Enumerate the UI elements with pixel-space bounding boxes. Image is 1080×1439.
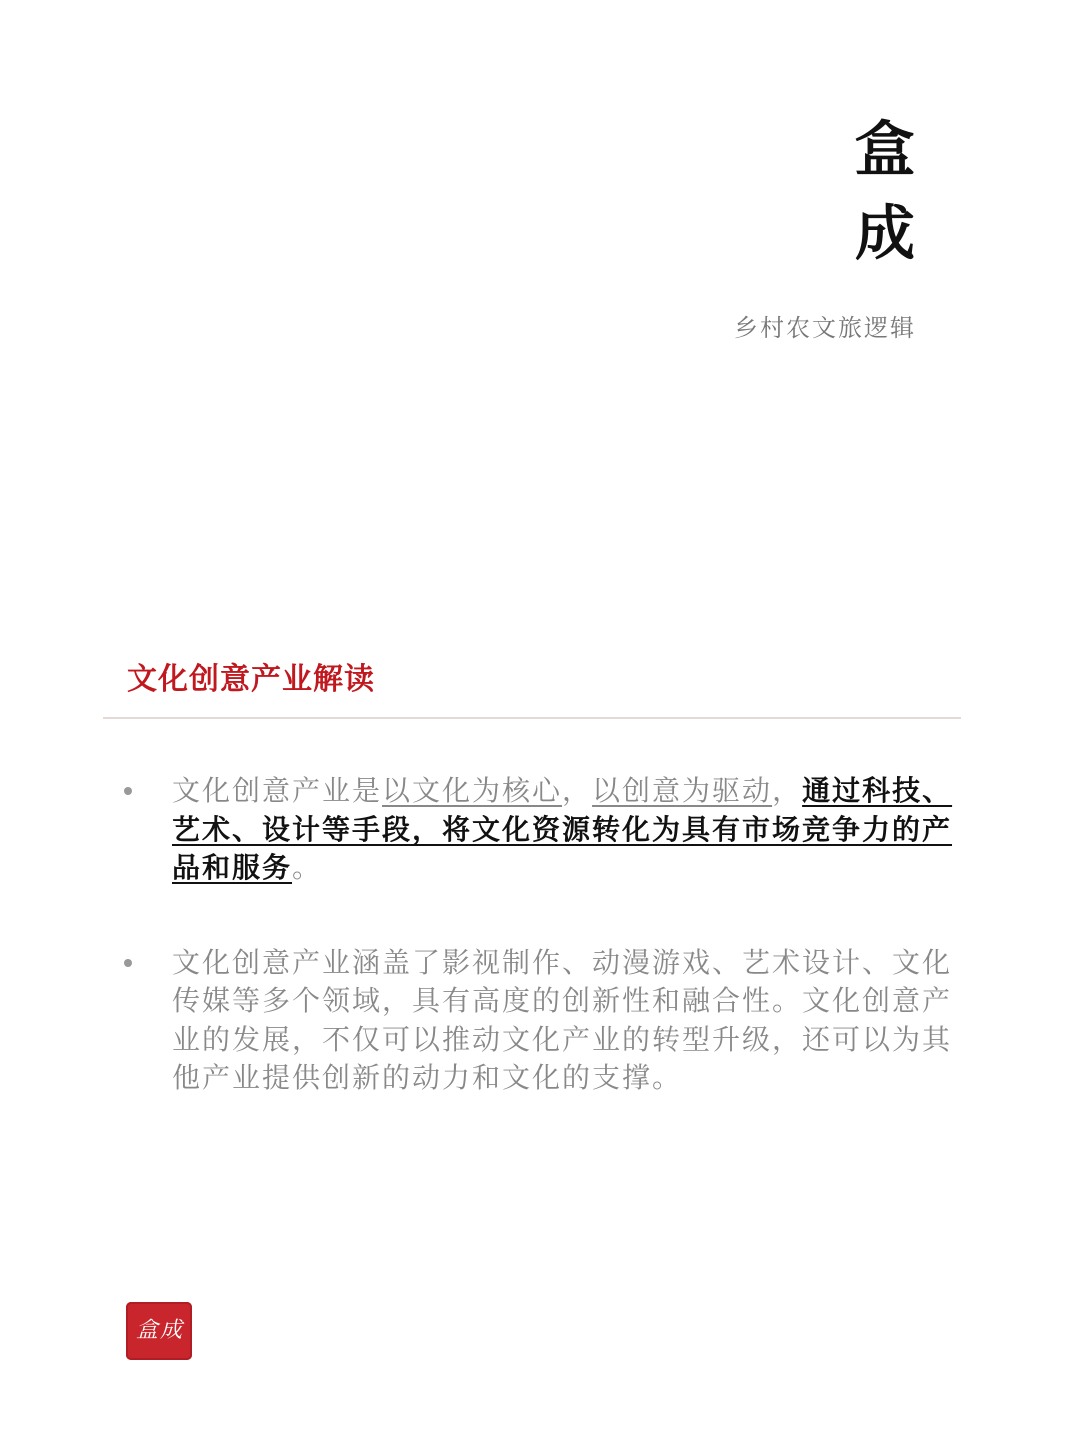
- bullet-dot-icon: [124, 787, 132, 795]
- bullet-text: ，: [562, 774, 593, 807]
- bullet-text: 文化创意产业涵盖了影视制作、动漫游戏、艺术设计、文化传媒等多个领域，具有高度的创新性和融合性。文化创意产业的发展，不仅可以推动文化产业的转型升级，还可以为其他产业提供创新的动力和文化的支撑。: [172, 945, 953, 1094]
- brand-title: [830, 108, 940, 276]
- bullet-text: 。: [292, 851, 323, 884]
- section-title: 文化创意产业解读: [127, 662, 375, 697]
- brand-char-2: 成: [855, 199, 915, 269]
- bullet-list: [110, 772, 960, 1154]
- bullet-item-definition: [110, 772, 960, 888]
- brand-char-1: 盒: [855, 115, 915, 185]
- bullet-item-scope: [110, 944, 960, 1098]
- subtitle: 乡村农文旅逻辑: [734, 314, 916, 342]
- bullet-text: 文化创意产业是: [172, 774, 383, 807]
- underlined-phrase: 以文化为核心: [382, 774, 563, 807]
- seal-logo: [126, 1302, 192, 1360]
- seal-char-2: 成: [160, 1318, 183, 1343]
- bullet-dot-icon: [124, 959, 132, 967]
- bullet-text: ，: [772, 774, 803, 807]
- divider: [103, 717, 961, 719]
- underlined-phrase: 以创意为驱动: [592, 774, 773, 807]
- seal-char-1: 盒: [135, 1318, 158, 1343]
- emphasized-phrase: 通过科技、艺术、设计等手段，将文化资源转化为具有市场竞争力的产品和服务: [172, 774, 953, 884]
